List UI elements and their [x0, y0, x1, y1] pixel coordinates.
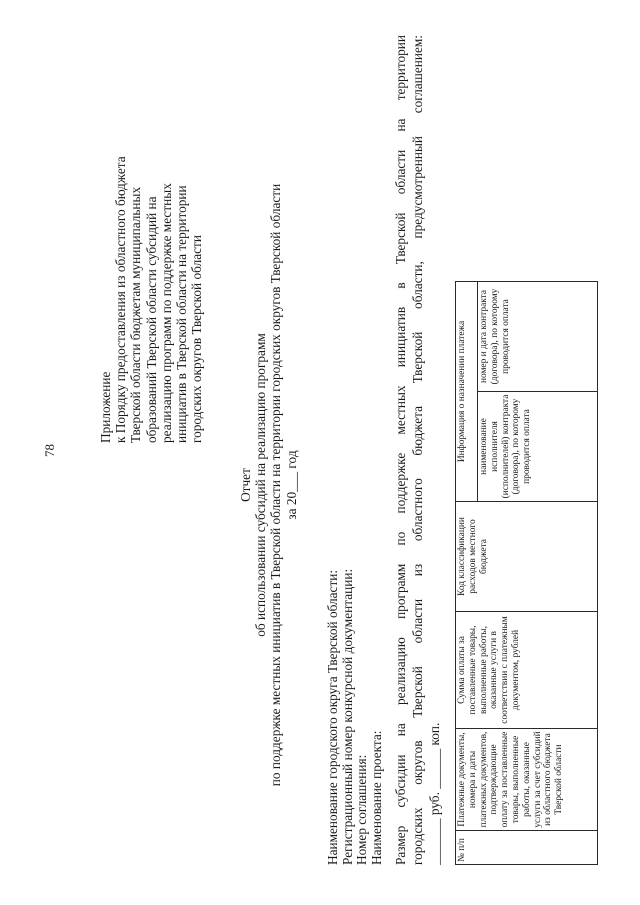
header-expense-code: Код классификации расходов местного бюджета — [456, 502, 598, 612]
appendix-line: к Порядку предоставления из областного бюджета — [113, 156, 129, 443]
field-agreement-number: Номер соглашения: — [354, 754, 370, 865]
header-number: № п/п — [456, 831, 598, 865]
page-number: 78 — [42, 444, 57, 457]
appendix-line: образований Тверской области субсидий на — [143, 196, 159, 443]
report-title: Отчет — [238, 468, 253, 502]
appendix-block — [98, 156, 204, 443]
header-payment-sum: Сумма оплаты за поставленные товары, выполненные работы, оказанные услуги в соответствии с платежным документом, рублей — [456, 612, 598, 729]
appendix-line: Тверской области бюджетам муниципальных — [128, 186, 144, 443]
appendix-line: реализацию программ по поддержке местных — [158, 183, 174, 443]
field-registration-number: Регистрационный номер конкурсной документации: — [339, 568, 355, 865]
report-title-block — [238, 125, 299, 845]
header-contractor-name: наименование исполнителя (исполнителей) контракта (договора), по которому проводится оплата — [478, 392, 598, 502]
subsidy-amount-line: _______ руб. ______ коп. — [427, 722, 442, 865]
report-subtitle-line: по поддержке местных инициатив в Тверской области на территории городских округов Тверской области — [268, 183, 284, 787]
header-payment-info: Информация о назначении платежа — [456, 282, 478, 502]
subsidy-line: Размер субсидии на реализацию программ по поддержке местных инициатив в Тверской области на территории — [393, 35, 408, 865]
report-subtitle-line: об использовании субсидий на реализацию программ — [253, 333, 269, 637]
fields-block — [326, 569, 384, 865]
appendix-line: городских округов Тверской области — [189, 235, 205, 443]
report-table — [455, 281, 598, 865]
header-contract-number-date: номер и дата контракта (договора), по которому проводится оплата — [478, 282, 598, 392]
appendix-line: инициатив в Тверской области на территории — [174, 185, 190, 443]
field-project-name: Наименование проекта: — [368, 730, 384, 865]
field-municipality: Наименование городского округа Тверской области: — [325, 569, 340, 865]
subsidy-paragraph — [392, 35, 443, 865]
header-payment-docs: Платежные документы, номера и даты платежных документов, подтверждающие оплату за поставленные товары, выполненные работы, оказанные услуги за счет субсидий из областного бюджета Тверской области — [456, 729, 598, 831]
appendix-heading: Приложение — [98, 371, 113, 443]
report-year-line: за 20___ год — [283, 450, 299, 520]
subsidy-line: городских округов Тверской области из областного бюджета Тверской области, предусмотренный соглашением: — [410, 35, 425, 865]
